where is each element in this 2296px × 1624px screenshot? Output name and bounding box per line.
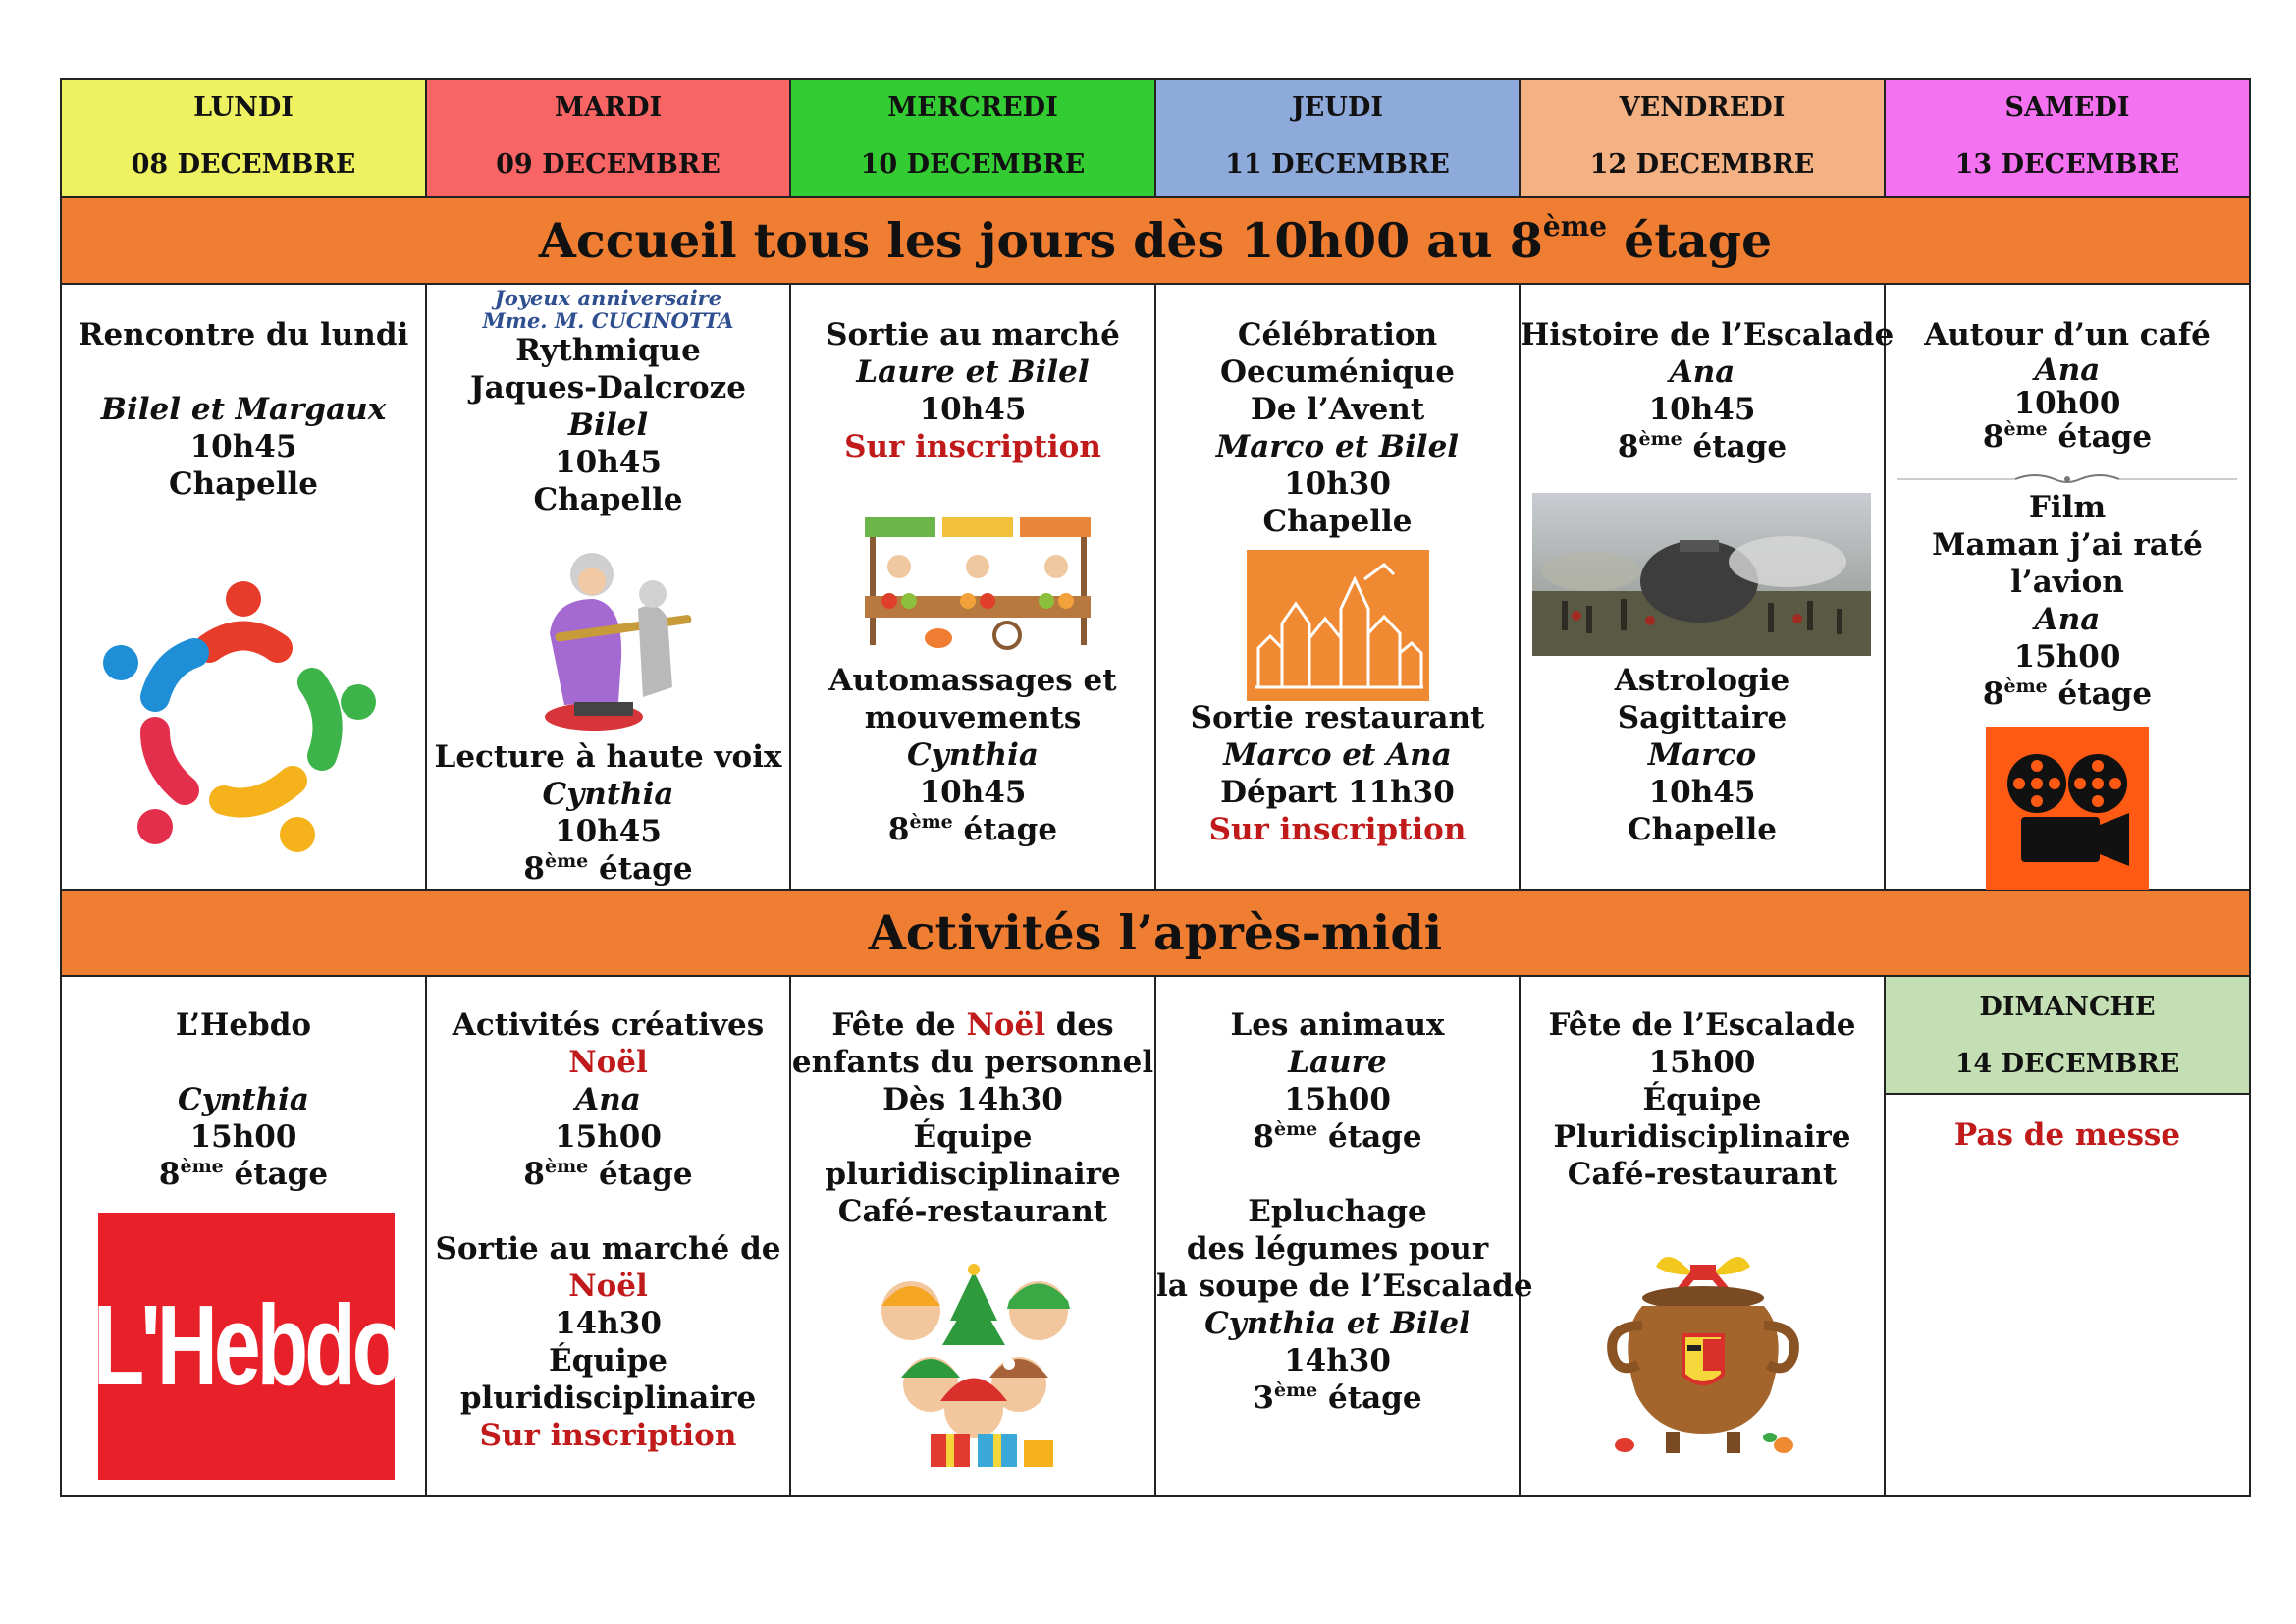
day-header-lundi: [61, 79, 426, 197]
activity-title-b-2: Maman j’ai raté: [1932, 527, 2203, 563]
activity-title: Rencontre du lundi: [78, 317, 409, 352]
sunday-note: Pas de messe: [1953, 1117, 2181, 1153]
activity-host: Ana: [2034, 352, 2101, 388]
day-header-dimanche: [1886, 977, 2249, 1095]
day-name: VENDREDI: [1619, 92, 1786, 123]
activity-time-b: Départ 11h30: [1220, 775, 1455, 810]
floor-label: étage: [1317, 1380, 1422, 1416]
activity-time-b: 10h45: [1648, 775, 1756, 810]
activity-place: Café-restaurant: [1567, 1157, 1838, 1192]
title-prefix: Fête de: [831, 1007, 967, 1043]
activity-host-b: Marco: [1647, 737, 1757, 773]
floor-suffix: ème: [1273, 1380, 1318, 1401]
activity-title-b: Sortie au marché de: [435, 1231, 781, 1267]
floor-number: 8: [523, 851, 545, 887]
escalade-battle-painting: [1532, 493, 1871, 656]
activity-place: Chapelle: [169, 466, 318, 502]
floor-suffix: ème: [2003, 418, 2048, 440]
day-date: 09 DECEMBRE: [496, 149, 721, 180]
activity-host-b: Cynthia: [542, 777, 674, 812]
title-suffix: des: [1044, 1007, 1114, 1043]
day-date: 08 DECEMBRE: [131, 149, 356, 180]
floor-label: étage: [223, 1157, 329, 1192]
morning-mercredi: [790, 284, 1155, 890]
activity-host-b: Ana: [2034, 602, 2101, 637]
afternoon-jeudi: [1155, 976, 1533, 1496]
morning-vendredi: [1520, 284, 1895, 890]
activity-time: Dès 14h30: [882, 1082, 1063, 1117]
activity-host: Laure et Bilel: [856, 354, 1090, 390]
cathedral-icon: [1247, 550, 1429, 701]
floor-number: 8: [1617, 429, 1639, 464]
floor-number: 8: [1982, 677, 2004, 712]
activity-place: Chapelle: [1262, 504, 1413, 539]
activity-host-b: Marco et Ana: [1223, 737, 1452, 773]
rhythmics-illustration: [496, 540, 712, 736]
day-header-samedi: [1885, 79, 2250, 197]
floor-suffix: ème: [909, 811, 953, 833]
activity-host: Ana: [1669, 354, 1735, 390]
activity-host: Bilel: [567, 407, 649, 443]
activity-time: 10h45: [189, 429, 297, 464]
morning-mardi: [426, 284, 790, 890]
activity-host: Ana: [575, 1082, 641, 1117]
activity-host: Marco et Bilel: [1215, 429, 1460, 464]
activity-title-2: enfants du personnel: [791, 1045, 1154, 1080]
floor-label: étage: [1317, 1119, 1422, 1155]
floor-number: 8: [887, 812, 910, 847]
team-line: Équipe: [548, 1343, 668, 1379]
activity-title: Autour d’un café: [1924, 317, 2211, 352]
activity-title-b: Astrologie: [1614, 663, 1790, 698]
activity-time: 15h00: [555, 1119, 662, 1155]
activity-time-b: 10h45: [919, 775, 1027, 810]
people-circle-icon: [101, 569, 386, 854]
ornament-divider: [1897, 471, 2237, 487]
day-date: 11 DECEMBRE: [1225, 149, 1450, 180]
floor-suffix: ème: [180, 1156, 224, 1177]
activity-title-b-3: l’avion: [2010, 565, 2124, 600]
day-name: DIMANCHE: [1979, 992, 2156, 1022]
floor-suffix: ème: [2003, 676, 2048, 697]
activity-theme-b: Noël: [568, 1269, 648, 1304]
activity-host: Cynthia: [178, 1082, 309, 1117]
activity-time: 10h30: [1284, 466, 1391, 502]
activity-title: Activités créatives: [452, 1007, 765, 1043]
activity-host-b: Cynthia et Bilel: [1204, 1306, 1470, 1341]
activity-title-b-3: la soupe de l’Escalade: [1156, 1269, 1533, 1304]
team-line: Équipe: [1642, 1082, 1762, 1117]
marmite-escalade-icon: [1597, 1237, 1809, 1463]
activity-time: 15h00: [1648, 1045, 1756, 1080]
birthday-name: Mme. M. CUCINOTTA: [482, 308, 734, 333]
activity-title-b: Epluchage: [1248, 1194, 1427, 1229]
afternoon-lundi: [61, 976, 426, 1496]
day-date: 12 DECEMBRE: [1589, 149, 1815, 180]
morning-samedi: [1885, 284, 2250, 890]
floor-label: étage: [952, 812, 1058, 847]
day-date: 10 DECEMBRE: [860, 149, 1086, 180]
floor-number: 8: [1982, 419, 2004, 455]
floor-label: étage: [2047, 419, 2153, 455]
activity-time-b: 14h30: [555, 1306, 662, 1341]
floor-suffix: ème: [544, 850, 589, 872]
activity-place-b: Chapelle: [1628, 812, 1777, 847]
banner-tail: étage: [1607, 212, 1773, 269]
activity-title-2: Jaques-Dalcroze: [470, 370, 746, 406]
activity-time: 15h00: [1284, 1082, 1391, 1117]
day-name: MARDI: [554, 92, 663, 123]
christmas-children-illustration: [862, 1262, 1086, 1470]
market-stalls-illustration: [860, 513, 1095, 650]
activity-title: Fête de l’Escalade: [1548, 1007, 1856, 1043]
registration-note: Sur inscription: [1208, 812, 1467, 847]
floor-label: étage: [588, 851, 693, 887]
activity-title-b: Automassages et: [828, 663, 1117, 698]
registration-note: Sur inscription: [479, 1418, 737, 1453]
team-line: Équipe: [913, 1119, 1033, 1155]
activity-time: 10h45: [1648, 392, 1756, 427]
team-line-2: pluridisciplinaire: [825, 1157, 1121, 1192]
floor-suffix: ème: [1638, 428, 1682, 450]
day-name: JEUDI: [1292, 92, 1383, 123]
hebdo-logo-text: L'Hebdo: [92, 1282, 400, 1410]
activity-title: Rythmique: [515, 333, 701, 368]
title-theme: Noël: [966, 1007, 1045, 1043]
day-date: 13 DECEMBRE: [1954, 149, 2180, 180]
activity-time: 10h45: [919, 392, 1027, 427]
weekly-activity-schedule: [60, 78, 2249, 1491]
activity-place: Café-restaurant: [837, 1194, 1108, 1229]
day-header-jeudi: [1155, 79, 1520, 197]
activity-host: Bilel et Margaux: [100, 392, 387, 427]
day-header-row: [61, 79, 2250, 197]
morning-lundi: [61, 284, 426, 890]
day-name: LUNDI: [193, 92, 294, 123]
activity-time-b: 10h45: [555, 814, 662, 849]
activity-time: 15h00: [189, 1119, 297, 1155]
activity-title-2: Oecuménique: [1220, 354, 1455, 390]
floor-number: 8: [158, 1157, 181, 1192]
activity-title-b-2: des légumes pour: [1186, 1231, 1489, 1267]
activity-title-b-2: Sagittaire: [1617, 700, 1788, 735]
activity-title-b: Lecture à haute voix: [434, 739, 782, 775]
day-header-mardi: [426, 79, 790, 197]
activity-host-b: Cynthia: [907, 737, 1039, 773]
activity-time-b: 14h30: [1284, 1343, 1391, 1379]
day-name: SAMEDI: [2004, 92, 2130, 123]
activity-place: Chapelle: [533, 482, 683, 517]
schedule-table: [60, 78, 2251, 1497]
activity-title-b-2: mouvements: [864, 700, 1082, 735]
morning-jeudi: [1155, 284, 1520, 890]
film-projector-icon: [1986, 727, 2149, 890]
team-line-2: pluridisciplinaire: [459, 1380, 757, 1416]
morning-banner: [61, 197, 2250, 284]
banner-sup: ème: [1542, 210, 1608, 243]
birthday-line: Joyeux anniversaire: [494, 286, 722, 310]
afternoon-mercredi: [790, 976, 1155, 1496]
floor-label: étage: [2047, 677, 2153, 712]
afternoon-vendredi: [1520, 976, 1885, 1496]
registration-note: Sur inscription: [844, 429, 1101, 464]
activity-title: Les animaux: [1230, 1007, 1445, 1043]
team-line-2: Pluridisciplinaire: [1553, 1119, 1851, 1155]
activity-title: Célébration: [1237, 317, 1438, 352]
activity-title-3: De l’Avent: [1250, 392, 1425, 427]
banner-text: Activités l’après-midi: [868, 904, 1443, 961]
activity-host: Laure: [1288, 1045, 1387, 1080]
floor-number: 8: [1253, 1119, 1274, 1155]
activity-time: 10h00: [2013, 386, 2121, 421]
hebdo-logo: [92, 1213, 400, 1480]
activity-theme: Noël: [568, 1045, 648, 1080]
floor-number: 3: [1253, 1380, 1274, 1416]
floor-label: étage: [1682, 429, 1788, 464]
activity-time-b: 15h00: [2013, 639, 2121, 675]
activity-title: L’Hebdo: [175, 1007, 312, 1043]
day-header-mercredi: [790, 79, 1155, 197]
floor-suffix: ème: [544, 1156, 589, 1177]
floor-number: 8: [523, 1157, 545, 1192]
activity-title: Histoire de l’Escalade: [1521, 317, 1895, 352]
afternoon-dimanche: [1885, 976, 2250, 1496]
banner-text: Accueil tous les jours dès 10h00 au 8: [538, 212, 1543, 269]
afternoon-mardi: [426, 976, 790, 1496]
activity-time: 10h45: [555, 445, 662, 480]
morning-row: [61, 284, 2250, 890]
activity-title-b: Sortie restaurant: [1190, 700, 1485, 735]
day-name: MERCREDI: [887, 92, 1058, 123]
day-header-vendredi: [1520, 79, 1885, 197]
activity-title: Sortie au marché: [826, 317, 1120, 352]
afternoon-banner: [61, 890, 2250, 976]
afternoon-row: [61, 976, 2250, 1496]
day-date: 14 DECEMBRE: [1954, 1049, 2180, 1079]
activity-title-b: Film: [2028, 490, 2107, 525]
floor-label: étage: [588, 1157, 693, 1192]
floor-suffix: ème: [1273, 1118, 1318, 1140]
